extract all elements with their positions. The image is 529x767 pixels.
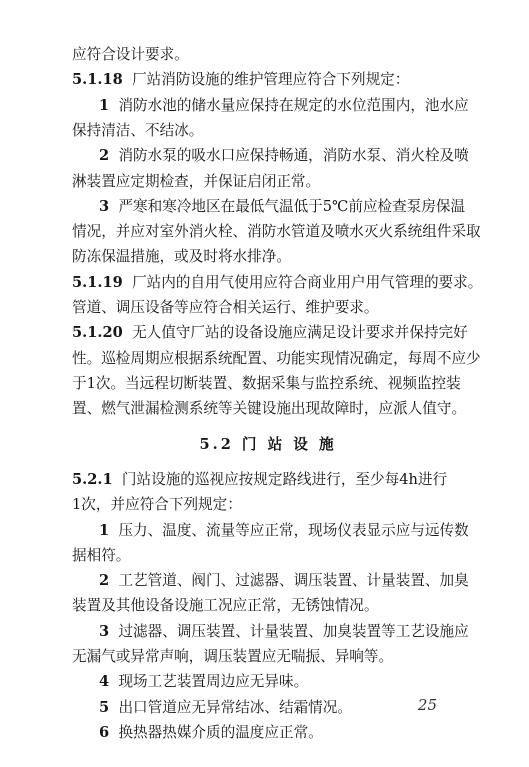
list-item: 2 消防水泵的吸水口应保持畅通，消防水泵、消火栓及喷 [99,147,469,165]
clause-5-1-19: 5.1.19 厂站内的自用气使用应符合商业用户用气管理的要求。 [72,273,483,291]
section-heading: 5.2 门 站 设 施 [199,435,337,453]
clause-5-1-18: 5.1.18 厂站消防设施的维护管理应符合下列规定： [72,71,410,89]
list-item: 4 现场工艺装置周边应无异味。 [99,673,309,691]
list-item: 3 过滤器、调压装置、计量装置、加臭装置等工艺设施应 [99,622,469,640]
text-line: 管道、调压设备等应符合相关运行、维护要求。 [72,299,379,317]
text-line: 应符合设计要求。 [72,46,189,63]
clause-number: 5.1.20 [72,324,123,342]
clause-number: 5.1.19 [72,273,123,291]
item-number: 1 [99,96,110,114]
text-line: 置、燃气泄漏检测系统等关键设施出现故障时，应派人值守。 [72,400,467,418]
list-item: 6 换热器热媒介质的温度应正常。 [99,724,323,741]
item-number: 5 [99,698,110,716]
clause-5-2-1: 5.2.1 门站设施的巡视应按规定路线进行，至少每4h进行 [72,470,448,488]
clause-number: 5.2.1 [72,470,113,488]
list-item: 5 出口管道应无异常结冰、结霜情况。 [99,698,352,716]
text-line: 据相符。 [72,546,131,564]
clause-number: 5.1.18 [72,71,123,89]
item-number: 1 [99,521,110,539]
text-line: 淋装置应定期检查，并保证启闭正常。 [72,172,321,190]
text-line: 于1次。当远程切断装置、数据采集与监控系统、视频监控装 [72,375,461,392]
text-line: 装置及其他设备设施工况应正常，无锈蚀情况。 [72,597,379,615]
item-number: 3 [99,197,110,215]
item-number: 2 [99,572,110,590]
text-line: 防冻保温措施，或及时将水排净。 [72,248,291,266]
list-item: 2 工艺管道、阀门、过滤器、调压装置、计量装置、加臭 [99,572,469,590]
text-line: 无漏气或异常声响，调压装置应无喘振、异响等。 [72,648,394,666]
text-line: 保持清洁、不结冰。 [72,121,204,139]
item-number: 6 [99,724,110,741]
list-item: 1 消防水池的储水量应保持在规定的水位范围内，池水应 [99,96,469,114]
clause-5-1-20: 5.1.20 无人值守厂站的设备设施应满足设计要求并保持完好 [72,324,468,342]
list-item: 3 严寒和寒冷地区在最低气温低于5℃前应检查泵房保温 [99,197,466,215]
text-line: 1次，并应符合下列规定： [72,496,242,514]
text-line: 性。巡检周期应根据系统配置、功能实现情况确定，每周不应少 [72,349,481,367]
item-number: 4 [99,673,110,691]
text-line: 情况，并应对室外消火栓、消防水管道及喷水灭火系统组件采取 [72,223,481,241]
list-item: 1 压力、温度、流量等应正常，现场仪表显示应与远传数 [99,521,469,539]
item-number: 2 [99,147,110,165]
item-number: 3 [99,622,110,640]
page-number: 25 [417,696,437,714]
